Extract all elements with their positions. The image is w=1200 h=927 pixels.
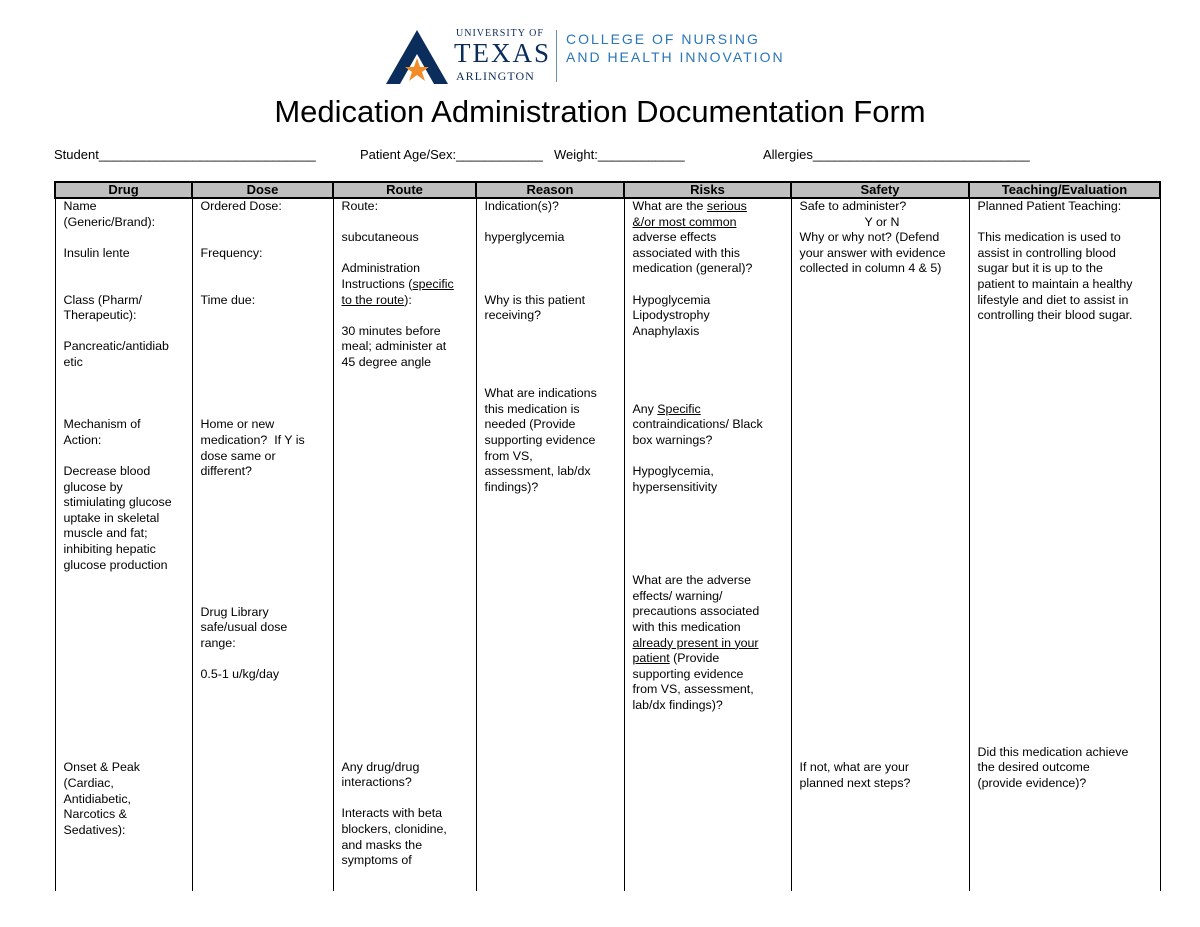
weight-field[interactable]: Weight:____________ bbox=[554, 147, 685, 162]
drug-cell[interactable] bbox=[55, 198, 192, 891]
dose-cell[interactable] bbox=[192, 198, 333, 891]
outcome-label: Did this medication achieve the desired outcome (provide evidence)? bbox=[977, 744, 1129, 790]
evidence-label: What are indications this medication is needed (Provide supporting evidence from VS, assessment, lab/dx findings)? bbox=[484, 386, 597, 494]
yes-no-label: Y or N bbox=[864, 214, 900, 229]
mechanism-label: Mechanism of Action: bbox=[63, 417, 141, 447]
admin-instructions-prefix: Administration Instructions ( bbox=[341, 261, 421, 291]
safety-cell[interactable] bbox=[791, 198, 969, 891]
column-header-route: Route bbox=[333, 182, 476, 198]
why-receiving-label: Why is this patient receiving? bbox=[484, 292, 586, 323]
drug-library-value: 0.5-1 u/kg/day bbox=[200, 666, 280, 681]
medication-form-table bbox=[54, 181, 1161, 891]
mechanism-value: Decrease blood glucose by stimiulating glucose uptake in skeletal muscle and fat; inhibiting hepatic glucose production bbox=[63, 464, 172, 572]
patient-age-sex-field[interactable]: Patient Age/Sex:____________ bbox=[360, 147, 543, 162]
contraindications-label bbox=[633, 402, 787, 449]
logo-divider bbox=[556, 30, 557, 82]
indication-label: Indication(s)? bbox=[484, 199, 559, 213]
allergies-field[interactable]: Allergies______________________________ bbox=[763, 147, 1030, 162]
table-row bbox=[55, 198, 1160, 891]
serious-effects-underlined: serious &/or most common bbox=[632, 199, 747, 229]
drug-name-label: Name (Generic/Brand): bbox=[63, 199, 156, 229]
planned-teaching-label: Planned Patient Teaching: bbox=[977, 199, 1122, 213]
logo-texas: TEXAS bbox=[454, 38, 551, 68]
logo-arlington: ARLINGTON bbox=[456, 69, 535, 83]
table-header-row bbox=[55, 182, 1160, 198]
route-label: Route: bbox=[341, 199, 379, 213]
contraindications-prefix: Any bbox=[632, 401, 658, 416]
serious-effects-prefix: What are the bbox=[632, 199, 707, 213]
time-due-label: Time due: bbox=[200, 292, 256, 307]
column-header-reason: Reason bbox=[476, 182, 624, 198]
adverse-present-underlined: already present in your patient bbox=[632, 635, 759, 666]
adverse-present-prefix: What are the adverse effects/ warning/ precautions associated with this medication bbox=[632, 573, 760, 635]
contraindications-value: Hypoglycemia, hypersensitivity bbox=[632, 464, 718, 494]
route-cell[interactable] bbox=[333, 198, 476, 891]
logo-college-name bbox=[566, 30, 785, 66]
ut-arlington-a-star-icon bbox=[386, 30, 448, 84]
indication-value: hyperglycemia bbox=[484, 230, 565, 245]
column-header-risks: Risks bbox=[624, 182, 791, 198]
adverse-present-suffix: (Provide supporting evidence from VS, assessment, lab/dx findings)? bbox=[632, 651, 754, 713]
logo-college-line1: COLLEGE OF NURSING bbox=[566, 31, 760, 47]
reason-cell[interactable] bbox=[476, 198, 624, 891]
serious-effects-suffix: adverse effects associated with this medication (general)? bbox=[632, 230, 753, 276]
why-or-why-not-label: Why or why not? (Defend your answer with evidence collected in column 4 & 5) bbox=[799, 230, 946, 276]
contraindications-suffix: contraindications/ Black box warnings? bbox=[632, 417, 763, 447]
contraindications-underlined: Specific bbox=[657, 401, 701, 416]
next-steps-label: If not, what are your planned next steps? bbox=[799, 759, 911, 790]
column-header-teaching: Teaching/Evaluation bbox=[969, 182, 1160, 198]
interactions-label: Any drug/drug interactions? bbox=[341, 759, 420, 790]
admin-instructions-suffix: ): bbox=[404, 292, 412, 307]
teaching-cell[interactable] bbox=[969, 198, 1160, 891]
university-logo bbox=[386, 28, 826, 86]
drug-class-value: Pancreatic/antidiab etic bbox=[63, 339, 169, 369]
page-title: Medication Administration Documentation Form bbox=[274, 94, 926, 129]
drug-library-label: Drug Library safe/usual dose range: bbox=[200, 604, 288, 650]
logo-college-line2: AND HEALTH INNOVATION bbox=[566, 49, 785, 65]
safe-to-administer-label: Safe to administer? bbox=[799, 199, 907, 213]
planned-teaching-value: This medication is used to assist in controlling blood sugar but it is up to the patient to maintain a healthy lifestyle and diet to assist in controlling their blood sugar. bbox=[977, 230, 1133, 323]
column-header-drug: Drug bbox=[55, 182, 192, 198]
ordered-dose-label: Ordered Dose: bbox=[200, 199, 282, 213]
home-new-label: Home or new medication? If Y is dose same or different? bbox=[200, 417, 305, 479]
drug-name-value: Insulin lente bbox=[63, 245, 130, 260]
admin-instructions-label bbox=[342, 261, 472, 308]
adverse-present-label bbox=[633, 573, 787, 713]
column-header-safety: Safety bbox=[791, 182, 969, 198]
interactions-value: Interacts with beta blockers, clonidine, and masks the symptoms of bbox=[341, 806, 447, 868]
route-value: subcutaneous bbox=[341, 230, 419, 245]
serious-effects-label bbox=[633, 199, 787, 277]
student-field[interactable]: Student______________________________ bbox=[54, 147, 316, 162]
onset-peak-label: Onset & Peak (Cardiac, Antidiabetic, Narcotics & Sedatives): bbox=[63, 760, 140, 837]
frequency-label: Frequency: bbox=[200, 245, 263, 260]
risks-cell[interactable] bbox=[624, 198, 791, 891]
column-header-dose: Dose bbox=[192, 182, 333, 198]
serious-effects-value: Hypoglycemia Lipodystrophy Anaphylaxis bbox=[632, 292, 711, 338]
logo-university-of: UNIVERSITY OF bbox=[456, 28, 544, 39]
admin-instructions-value: 30 minutes before meal; administer at 45 degree angle bbox=[341, 323, 447, 369]
drug-class-label: Class (Pharm/ Therapeutic): bbox=[63, 292, 142, 323]
admin-instructions-underlined: specific to the route bbox=[341, 276, 454, 307]
